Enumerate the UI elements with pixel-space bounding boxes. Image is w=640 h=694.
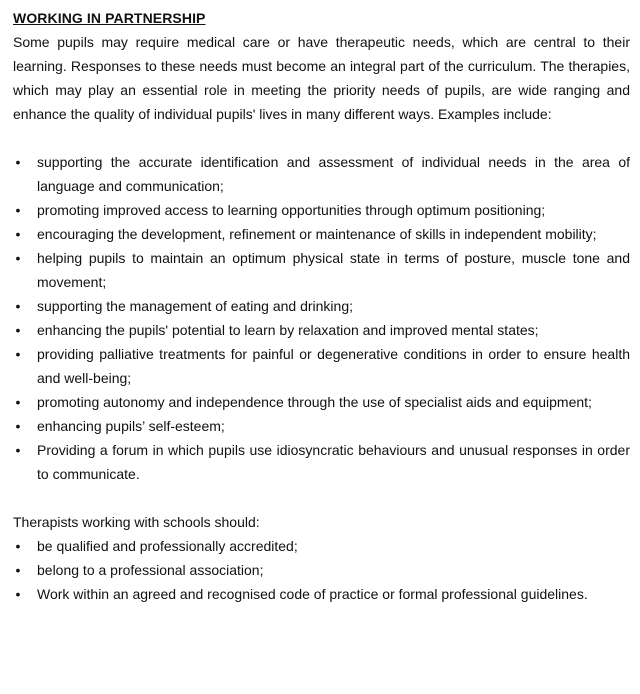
bullet-icon: • (15, 562, 21, 578)
list-item-text: enhancing pupils’ self-esteem; (37, 418, 225, 434)
bullet-icon: • (15, 154, 21, 170)
list-item-text: be qualified and professionally accredited; (37, 538, 298, 554)
requirements-list (13, 534, 630, 606)
bullet-icon: • (15, 442, 21, 458)
bullet-icon: • (15, 586, 21, 602)
list-item (13, 342, 630, 390)
list-item-text: providing palliative treatments for painful or degenerative conditions in order to ensure health and well-being; (37, 346, 630, 386)
bullet-icon: • (15, 538, 21, 554)
list-item (13, 438, 630, 486)
blank-line (13, 126, 630, 150)
list-item-text: promoting improved access to learning opportunities through optimum positioning; (37, 202, 546, 218)
list-item (13, 582, 630, 606)
list-item-text: helping pupils to maintain an optimum physical state in terms of posture, muscle tone and movement; (37, 250, 630, 290)
list-item (13, 390, 630, 414)
list-item (13, 414, 630, 438)
examples-list (13, 150, 630, 486)
list-item-text: promoting autonomy and independence through the use of specialist aids and equipment; (37, 394, 592, 410)
bullet-icon: • (15, 346, 21, 362)
list-item (13, 198, 630, 222)
bullet-icon: • (15, 250, 21, 266)
list-item-text: Providing a forum in which pupils use idiosyncratic behaviours and unusual responses in order to communicate. (37, 442, 630, 482)
list-item-text: enhancing the pupils' potential to learn by relaxation and improved mental states; (37, 322, 539, 338)
list-item (13, 534, 630, 558)
bullet-icon: • (15, 418, 21, 434)
bullet-icon: • (15, 226, 21, 242)
list-item-text: Work within an agreed and recognised code of practice or formal professional guidelines. (37, 586, 588, 602)
list-item (13, 318, 630, 342)
bullet-icon: • (15, 394, 21, 410)
list-item-text: belong to a professional association; (37, 562, 264, 578)
therapists-intro: Therapists working with schools should: (13, 514, 260, 530)
intro-paragraph: Some pupils may require medical care or have therapeutic needs, which are central to their learning. Responses to these needs must become an integral part of the curriculum. The therapies, which may play an essential role in meeting the priority needs of pupils, are wide ranging and enhance the quality of individual pupils' lives in many different ways. Examples include: (13, 34, 630, 122)
list-item-text: encouraging the development, refinement or maintenance of skills in independent mobility; (37, 226, 597, 242)
bullet-icon: • (15, 202, 21, 218)
list-item (13, 222, 630, 246)
list-item (13, 294, 630, 318)
list-item-text: supporting the accurate identification and assessment of individual needs in the area of language and communication; (37, 154, 630, 194)
bullet-icon: • (15, 298, 21, 314)
bullet-icon: • (15, 322, 21, 338)
list-item (13, 246, 630, 294)
section-heading: WORKING IN PARTNERSHIP (13, 10, 206, 26)
list-item (13, 558, 630, 582)
list-item (13, 150, 630, 198)
blank-line (13, 486, 630, 510)
list-item-text: supporting the management of eating and drinking; (37, 298, 353, 314)
